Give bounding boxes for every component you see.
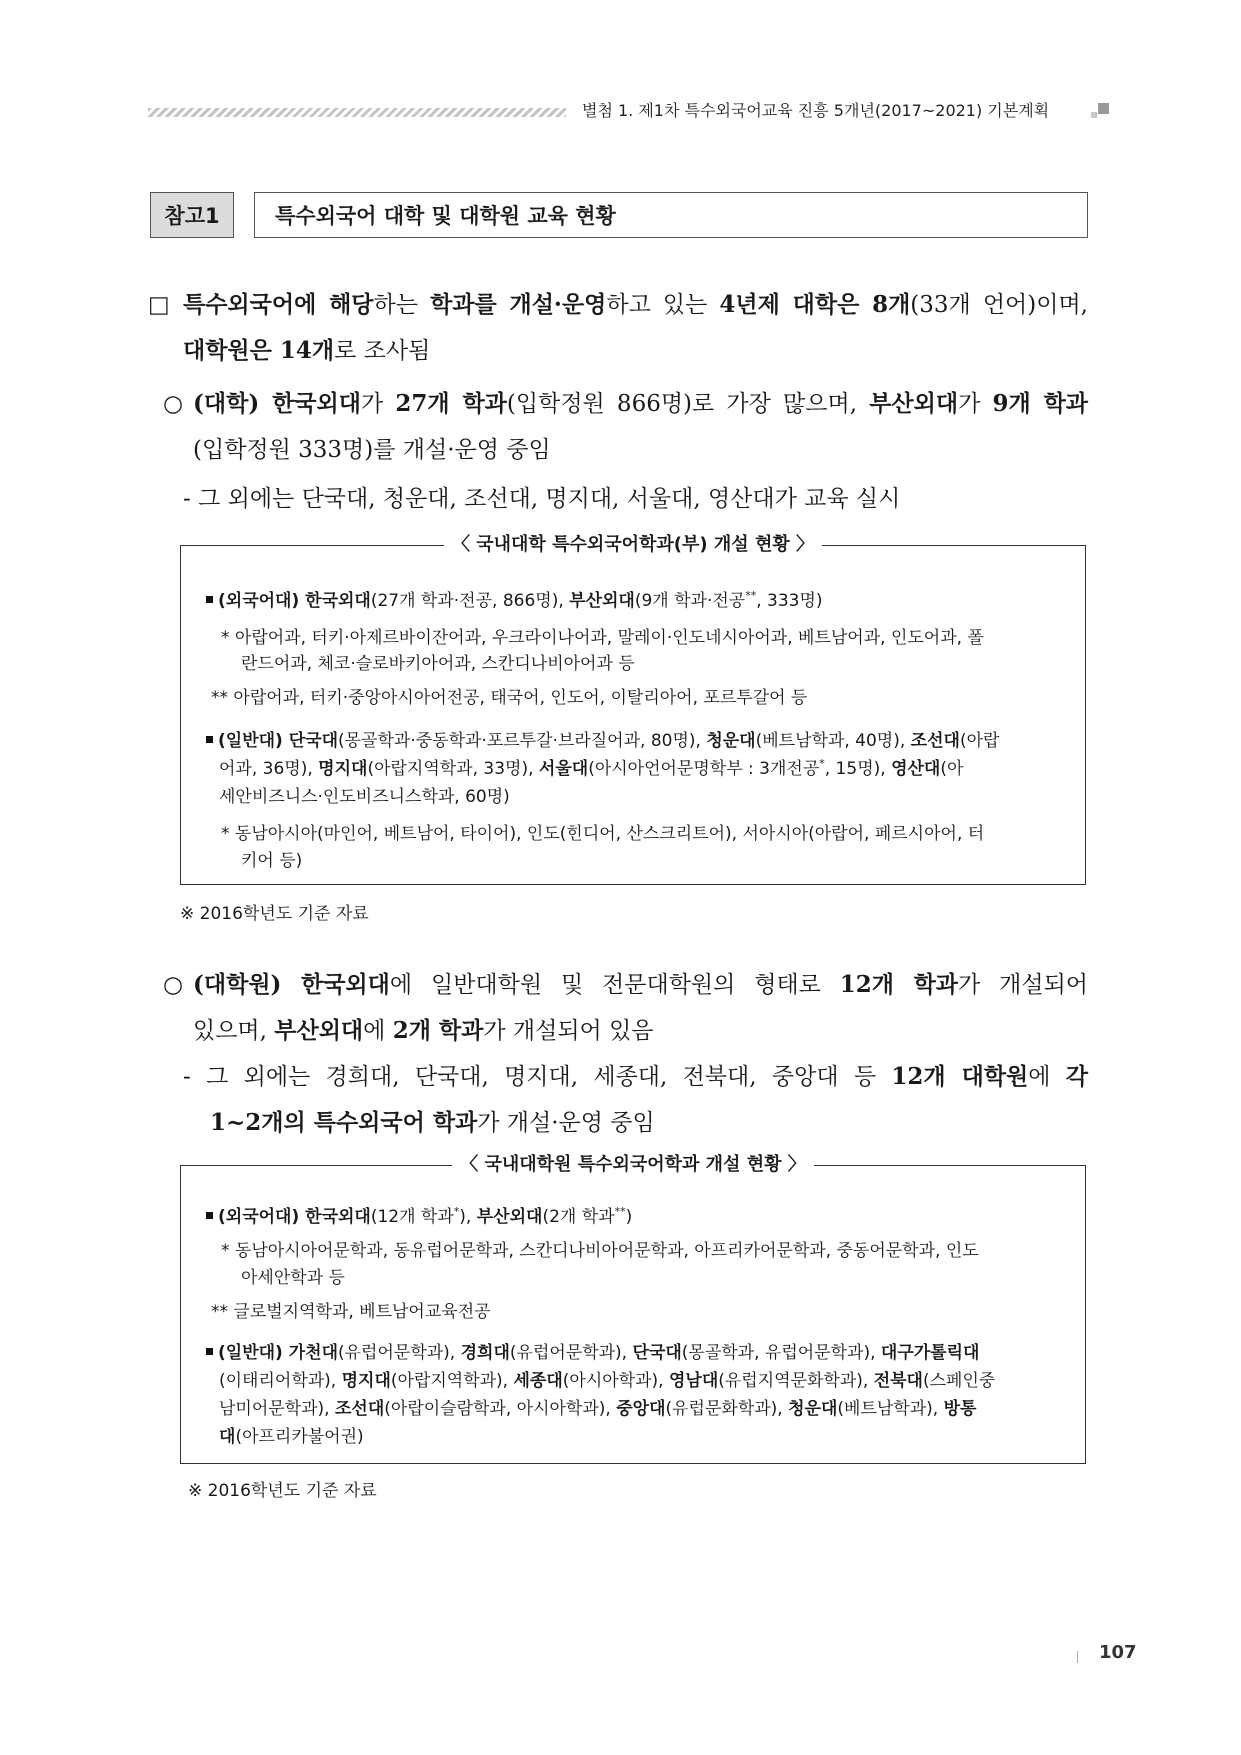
table1-note-3-cont: 키어 등) [241, 851, 303, 871]
table1-note-1: * 아랍어과, 터키·아제르바이잔어과, 우크라이나어과, 말레이·인도네시아어과, 베트남어과, 인도어과, 폴 [221, 628, 984, 648]
circle-bullet-icon: ○ [163, 391, 184, 417]
table1-note-3: * 동남아시아(마인어, 베트남어, 타이어), 인도(힌디어, 산스크리트어), 서아시아(아랍어, 페르시아어, 터 [221, 824, 985, 844]
graduate-table [180, 1154, 1086, 1464]
table2-row-foreign-univ: (외국어대) 한국외대(12개 학과*), 부산외대(2개 학과**) [206, 1202, 632, 1232]
table1-row-foreign-univ: (외국어대) 한국외대(27개 학과·전공, 866명), 부산외대(9개 학과·전공**, 333명) [206, 586, 823, 616]
header-small-square-icon [1091, 112, 1097, 118]
university-table-title: 〈 국내대학 특수외국어학과(부) 개설 현황 〉 [181, 533, 1085, 557]
square-bullet-icon [206, 1212, 213, 1219]
page-number: 107 [1099, 1642, 1137, 1663]
university-table [180, 534, 1086, 885]
square-bullet-icon [206, 736, 213, 743]
table2-row-general-univ: (일반대) 가천대(유럽어문학과), 경희대(유럽어문학과), 단국대(몽골학과, 유럽어문학과), 대구가톨릭대 [206, 1338, 979, 1368]
paragraph-2: (대학) 한국외대가 27개 학과(입학정원 866명)로 가장 많으며, 부산외대가 9개 학과 (입학정원 333명)를 개설·운영 중임 [193, 390, 1089, 463]
graduate-table-title: 〈 국내대학원 특수외국어학과 개설 현황 〉 [181, 1153, 1085, 1177]
source-note-1: ※ 2016학년도 기준 자료 [180, 904, 369, 924]
table2-row-general-univ-cont3: 대(아프리카불어권) [219, 1427, 364, 1447]
table2-row-general-univ-cont: (이태리어학과), 명지대(아랍지역학과), 세종대(아시아학과), 영남대(유럽지역문화학과), 전북대(스페인중 [219, 1371, 996, 1391]
square-bullet-icon [206, 596, 213, 603]
header-square-icon [1098, 103, 1109, 114]
table1-row-general-univ: (일반대) 단국대(몽골학과·중동학과·포르투갈·브라질어과, 80명), 청운대(베트남학과, 40명), 조선대(아랍 [206, 726, 999, 756]
paragraph-3: - 그 외에는 단국대, 청운대, 조선대, 명지대, 서울대, 영산대가 교육 실시 [183, 486, 901, 512]
reference-label: 참고1 [150, 192, 234, 238]
header-stripe [148, 108, 566, 117]
source-note-2: ※ 2016학년도 기준 자료 [188, 1481, 377, 1501]
table1-row-general-univ-cont2: 세안비즈니스·인도비즈니스학과, 60명) [219, 787, 510, 807]
circle-bullet-icon: ○ [163, 972, 184, 998]
table2-note-1-cont: 아세안학과 등 [241, 1268, 345, 1288]
table2-note-1: * 동남아시아어문학과, 동유럽어문학과, 스칸디나비아어문학과, 아프리카어문학과, 중동어문학과, 인도 [221, 1241, 979, 1261]
table2-row-general-univ-cont2: 남미어문학과), 조선대(아랍이슬람학과, 아시아학과), 중앙대(유럽문화학과), 청운대(베트남학과), 방통 [219, 1399, 977, 1419]
paragraph-1: 특수외국어에 해당하는 학과를 개설·운영하고 있는 4년제 대학은 8개(33개 언어)이며, 대학원은 14개로 조사됨 [183, 291, 1088, 364]
square-bullet-icon: □ [148, 292, 170, 318]
table2-note-2: ** 글로벌지역학과, 베트남어교육전공 [211, 1302, 491, 1322]
section-title: 특수외국어 대학 및 대학원 교육 현황 [254, 192, 1088, 238]
paragraph-5: - 그 외에는 경희대, 단국대, 명지대, 세종대, 전북대, 중앙대 등 12개 대학원에 각 1~2개의 특수외국어 학과가 개설·운영 중임 [183, 1063, 1089, 1136]
running-header: 별첨 1. 제1차 특수외국어교육 진흥 5개년(2017~2021) 기본계획 [582, 101, 1050, 120]
page-number-divider [1077, 1651, 1078, 1663]
table1-row-general-univ-cont: 어과, 36명), 명지대(아랍지역학과, 33명), 서울대(아시아언어문명학부 : 3개전공*, 15명), 영산대(아 [219, 757, 964, 779]
table1-note-1-cont: 란드어과, 체코·슬로바키아어과, 스칸디나비아어과 등 [241, 654, 635, 674]
paragraph-4: (대학원) 한국외대에 일반대학원 및 전문대학원의 형태로 12개 학과가 개설되어 있으며, 부산외대에 2개 학과가 개설되어 있음 [193, 971, 1089, 1044]
square-bullet-icon [206, 1348, 213, 1355]
table1-note-2: ** 아랍어과, 터키·중앙아시아어전공, 태국어, 인도어, 이탈리아어, 포르투갈어 등 [211, 688, 808, 708]
